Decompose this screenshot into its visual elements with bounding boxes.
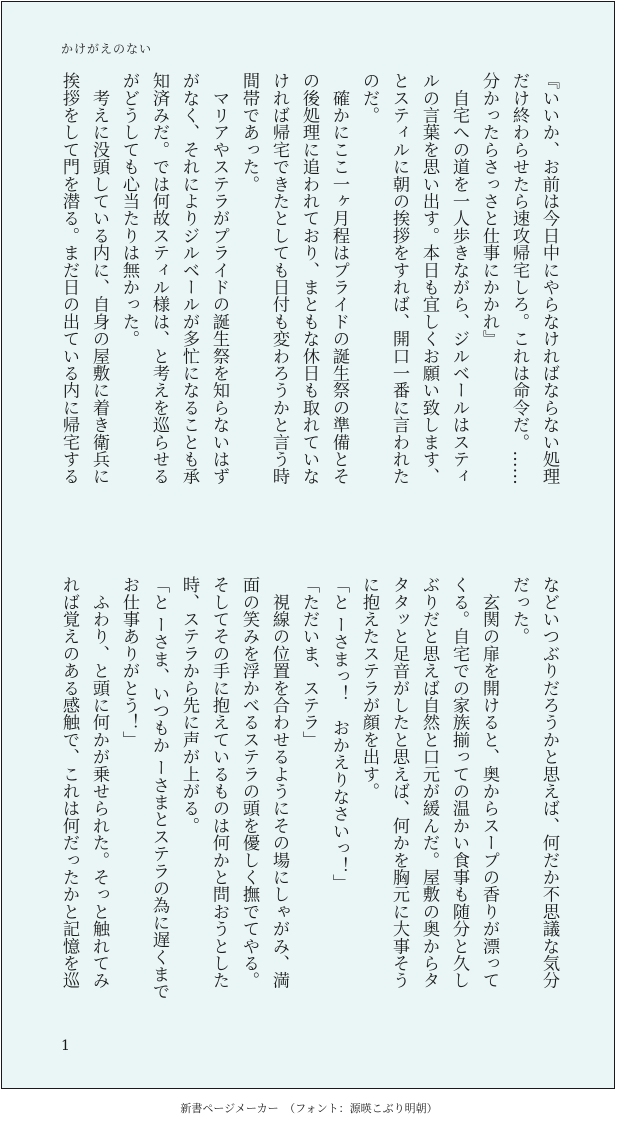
text-line: ルの言葉を思い出す。本日も宜しくお願い致します、 [419,72,439,485]
text-line: のだ。 [359,72,379,124]
text-line: 「ただいま、ステラ」 [299,576,319,748]
text-line: 分かったらさっさと仕事にかかれ』 [479,72,499,348]
text-line: お仕事ありがとう！」 [119,576,139,748]
text-line: くる。自宅での家族揃っての温かい食事も随分と久し [449,576,469,989]
text-line: 「と ーさま、いつもか ーさまとステラの為に遅くまで [149,576,169,1000]
text-block-bottom [54,576,564,1028]
text-line: 考えに没頭している内に、自身の屋敷に着き衛兵に [89,72,109,485]
text-block-top [54,72,564,524]
footer-credit: 新書ページメーカー （フォント：源暎こぶり明朝） [180,1102,438,1115]
text-line: 時、ステラから先に声が上がる。 [179,576,199,834]
text-line: の後処理に追われており、まともな休日も取れていな [299,72,319,485]
text-line: タタッと足音がしたと思えば、何かを胸元に大事そう [389,576,409,989]
text-line: がなく、それによりジルベールが多忙になることも承 [179,72,199,485]
text-line: そしてその手に抱えているものは何かと問おうとした [209,576,229,989]
text-line: などいつぶりだろうかと思えば、何だか不思議な気分 [539,576,559,989]
text-line: れば覚えのある感触で、これは何だったかと記憶を巡 [59,576,79,989]
text-line: マリアやステラがプライドの誕生祭を知らないはず [209,72,229,485]
text-line: 自宅への道を一人歩きながら、ジルベールはスティ [449,72,469,485]
novel-page [1,1,615,1089]
text-line: とスティルに朝の挨拶をすれば、開口一番に言われた [389,72,409,485]
text-line: ければ帰宅できたとしても日付も変わろうかと言う時 [269,72,289,485]
text-line: 「と ーさまっ！ おかえりなさいっ！」 [329,576,349,892]
page-number: 1 [61,1038,70,1054]
text-line: 確かにここ一ヶ月程はプライドの誕生祭の準備とそ [329,72,349,485]
text-line: がどうしても心当たりは無かった。 [119,72,139,348]
text-line: 『いいか、お前は今日中にやらなければならない処理 [539,72,559,485]
text-line: ぶりだと思えば自然と口元が緩んだ。屋敷の奥からタ [419,576,439,989]
chapter-title: かけがえのない [61,42,153,56]
text-line: 挨拶をして門を潜る。まだ日の出ている内に帰宅する [59,72,79,485]
text-line: 視線の位置を合わせるようにその場にしゃがみ、満 [269,576,289,989]
text-line: ふわり、と頭に何かが乗せられた。そっと触れてみ [89,576,109,989]
text-line: 知済みだ。では何故スティル様は、と考えを巡らせる [149,72,169,485]
text-line: だけ終わらせたら速攻帰宅しろ。これは命令だ。…… [509,72,529,485]
text-line: 間帯であった。 [239,72,259,193]
text-line: だった。 [509,576,529,645]
text-line: 玄関の扉を開けると、奥からスープの香りが漂って [479,576,499,989]
text-line: 面の笑みを浮かべるステラの頭を優しく撫でてやる。 [239,576,259,989]
text-line: に抱えたステラが顔を出す。 [359,576,379,800]
